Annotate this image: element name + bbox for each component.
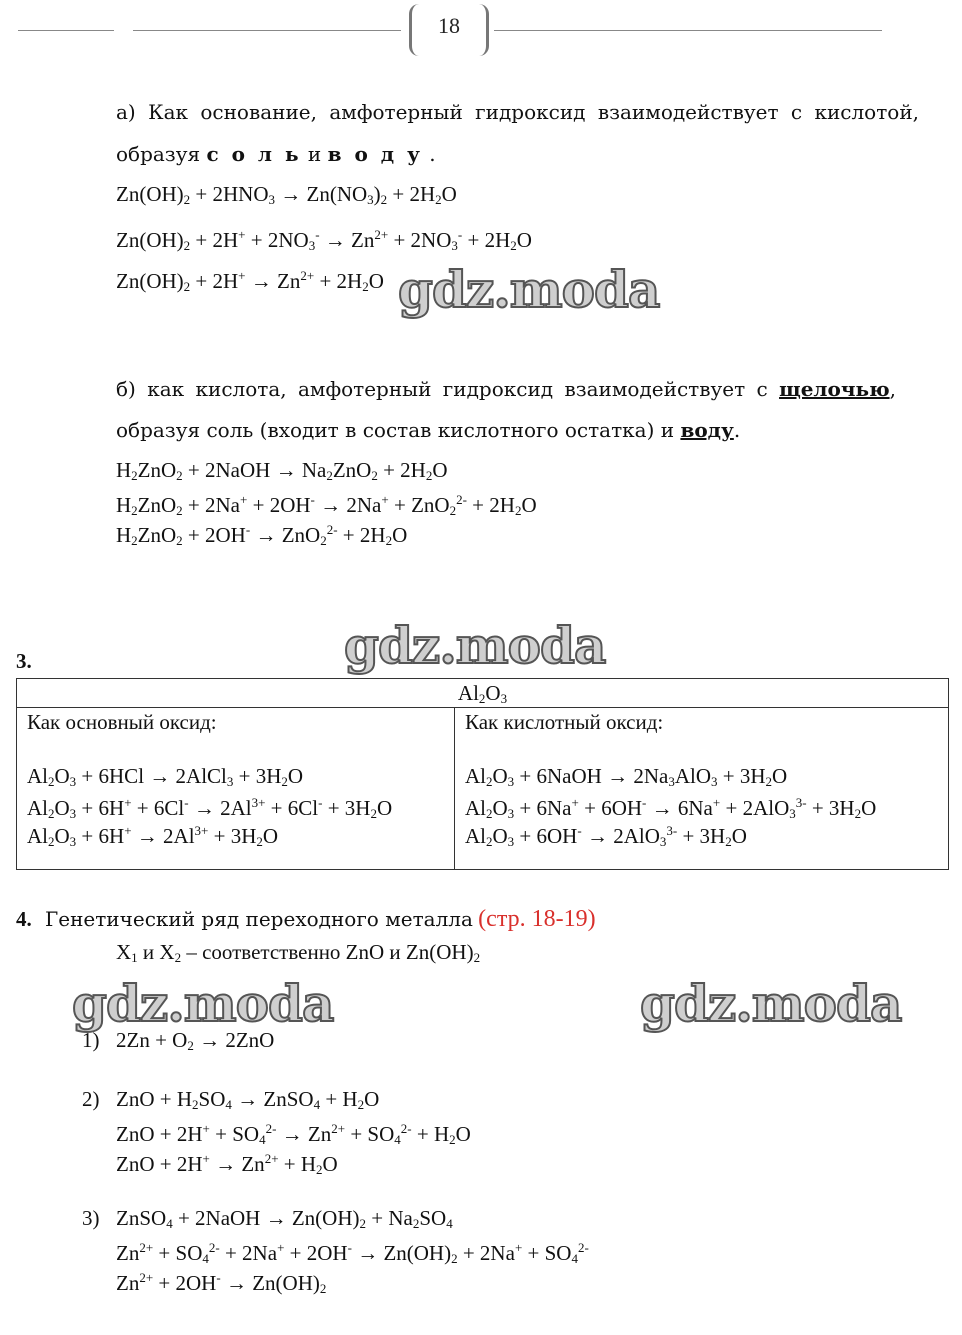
section-a-line1: а) Как основание, амфотерный гидроксид взаимодействует с кислотой, xyxy=(116,100,920,124)
water-word-b: воду xyxy=(680,418,734,442)
step3-eq1: ZnSO$_4$ + 2NaOH → $Zn(OH)_2 + Na_2SO_4$ xyxy=(116,1206,453,1231)
task4-heading xyxy=(16,906,596,932)
task4-number: 4. xyxy=(16,907,32,931)
equation-b2: $H_2ZnO_2 + 2Na^+ + 2OH^- \to 2Na^+ + ZnO_2^{2-} + 2H_2O$ xyxy=(116,492,537,518)
section-b-line2 xyxy=(116,417,740,443)
watermark-3: gdz.moda xyxy=(72,974,334,1033)
watermark-2: gdz.moda xyxy=(344,616,606,675)
step2-eq1: ZnO + $H_2SO_4$ → ZnSO$_4$ + $H_2O$ xyxy=(116,1087,380,1112)
step1-number: 1) xyxy=(82,1028,100,1052)
equation-a1: $Zn(OH)_2 + 2HNO_3 \to Zn(NO_3)_2 + 2H_2O$ xyxy=(116,182,457,207)
section-b-comma: , xyxy=(889,377,896,401)
step3-eq2: $Zn^{2+} + SO_4^{2-} + 2Na^+ + 2OH^- \to Zn(OH)_2 + 2Na^+ + SO_4^{2-}$ xyxy=(116,1240,589,1266)
right-col-title: Как кислотный оксид: xyxy=(465,710,664,734)
section-a-prefix: образуя xyxy=(116,142,207,166)
header-rule-right xyxy=(494,30,882,31)
page-number: 18 xyxy=(409,4,489,56)
task4-pages: (стр. 18-19) xyxy=(478,906,596,932)
left-col-title: Как основный оксид: xyxy=(27,710,217,734)
right-eq2: $Al_2O_3 + 6Na^+ + 6OH^- \to 6Na^+ + 2AlO_3^{3-} + 3H_2O$ xyxy=(465,795,877,821)
equation-a3: $Zn(OH)_2 + 2H^+ \to Zn^{2+} + 2H_2O$ xyxy=(116,268,384,294)
equation-b1: $H_2ZnO_2$ + 2NaOH → $Na_2ZnO_2 + 2H_2O$ xyxy=(116,458,448,483)
task3-number: 3. xyxy=(16,649,32,673)
left-eq1: $Al_2O_3 + 6HCl$ → 2AlCl$_3$ + $3H_2O$ xyxy=(27,764,304,789)
left-eq2: $Al_2O_3 + 6H^+ + 6Cl^- \to 2Al^{3+} + 6Cl^- + 3H_2O$ xyxy=(27,795,393,821)
section-a-line2 xyxy=(116,141,436,167)
header-rule-left xyxy=(18,30,114,31)
task4-title: Генетический ряд переходного металла xyxy=(45,907,473,931)
step2-eq2: ZnO + $2H^+ + SO_4^{2-} \to Zn^{2+} + SO_4^{2-} + H_2O$ xyxy=(116,1121,471,1147)
watermark-1: gdz.moda xyxy=(398,260,660,319)
header-rule-mid xyxy=(133,30,401,31)
water-word: в о д у xyxy=(327,142,423,166)
section-a-dot: . xyxy=(422,142,436,166)
right-eq3: $Al_2O_3 + 6OH^- \to 2AlO_3^{3-} + 3H_2O$ xyxy=(465,823,747,849)
equation-b3: $H_2ZnO_2 + 2OH^- \to ZnO_2^{2-} + 2H_2O$ xyxy=(116,522,408,548)
table-header: $Al_2O_3$ xyxy=(17,679,948,708)
section-b-line1 xyxy=(116,376,896,402)
left-eq3: $Al_2O_3 + 6H^+ \to 2Al^{3+} + 3H_2O$ xyxy=(27,823,279,849)
watermark-4: gdz.moda xyxy=(640,974,902,1033)
table-divider xyxy=(454,707,455,870)
step3-number: 3) xyxy=(82,1206,100,1230)
section-b-dot: . xyxy=(733,418,741,442)
right-eq1: $Al_2O_3$ + 6NaOH → $2Na_3AlO_3 + 3H_2O$ xyxy=(465,764,788,789)
equation-a2: $Zn(OH)_2 + 2H^+ + 2NO_3^- \to Zn^{2+} + 2NO_3^- + 2H_2O$ xyxy=(116,227,532,253)
step2-number: 2) xyxy=(82,1087,100,1111)
task4-intro: $X_1$ и $X_2$ – соответственно ZnO и $Zn(OH)_2$ xyxy=(116,940,481,965)
step1-eq: $2Zn + O_2 \to 2ZnO$ xyxy=(116,1028,275,1053)
step3-eq3: $Zn^{2+} + 2OH^- \to Zn(OH)_2$ xyxy=(116,1270,327,1296)
step2-eq3: ZnO + $2H^+ \to Zn^{2+} + H_2O$ xyxy=(116,1151,338,1177)
and-word: и xyxy=(301,142,328,166)
alkali-word: щелочью xyxy=(779,377,890,401)
al2o3-table xyxy=(16,678,949,870)
section-b-prefix: б) как кислота, амфотерный гидроксид взаимодействует с xyxy=(116,377,780,401)
section-b-line2-prefix: образуя соль (входит в состав кислотного остатка) и xyxy=(116,418,681,442)
salt-word: с о л ь xyxy=(206,142,302,166)
